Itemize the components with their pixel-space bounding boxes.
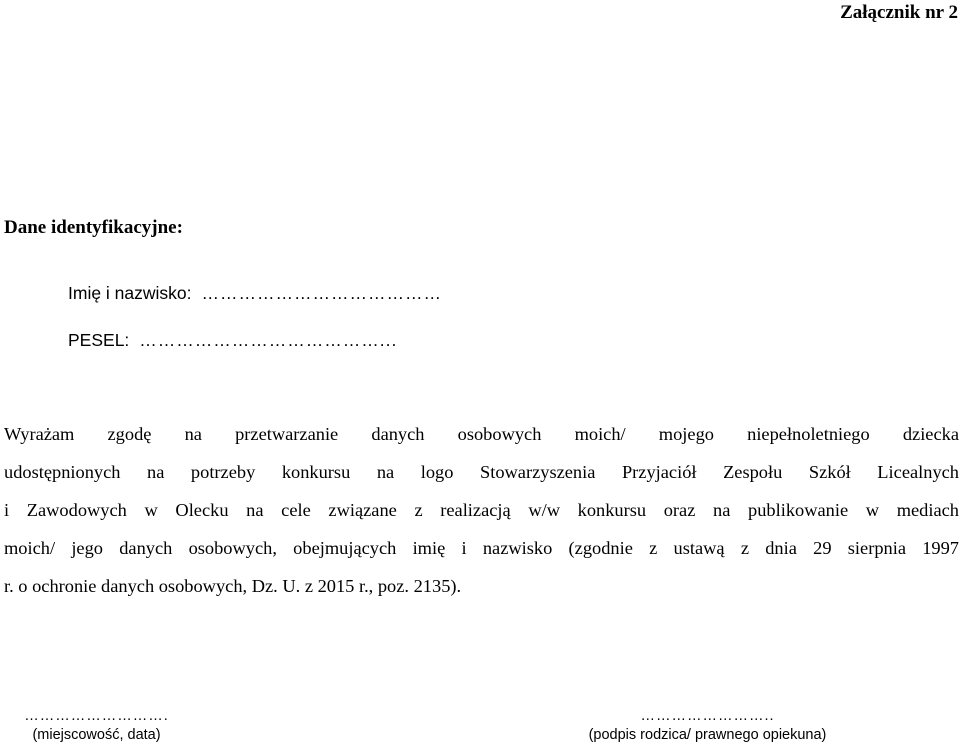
- pesel-label: PESEL:: [68, 330, 130, 350]
- place-date-blank: ……………………….: [24, 708, 169, 724]
- section-title: Dane identyfikacyjne:: [4, 217, 183, 238]
- consent-line: udostępnionych na potrzeby konkursu na logo Stowarzyszenia Przyjaciół Zespołu Szkół Licealnych: [4, 462, 959, 482]
- parent-signature: [565, 707, 850, 743]
- consent-line: i Zawodowych w Olecku na cele związane z realizacją w/w konkursu oraz na publikowanie w mediach: [4, 500, 959, 520]
- parent-signature-blank: ……………………..: [640, 708, 775, 724]
- name-blank: …………………………………: [201, 283, 443, 303]
- place-date-label: (miejscowość, data): [32, 727, 161, 743]
- parent-signature-label: (podpis rodzica/ prawnego opiekuna): [588, 727, 827, 743]
- consent-line: Wyrażam zgodę na przetwarzanie danych osobowych moich/ mojego niepełnoletniego dziecka: [4, 424, 959, 444]
- pesel-blank: …………………………………...: [139, 330, 398, 350]
- attachment-number: Załącznik nr 2: [840, 2, 958, 23]
- consent-line: moich/ jego danych osobowych, obejmujących imię i nazwisko (zgodnie z ustawą z dnia 29 sierpnia 1997: [4, 538, 959, 558]
- place-date-signature: [14, 707, 179, 743]
- name-field: [68, 283, 442, 304]
- name-label: Imię i nazwisko:: [68, 283, 192, 303]
- consent-line: r. o ochronie danych osobowych, Dz. U. z 2015 r., poz. 2135).: [4, 576, 462, 596]
- consent-paragraph: [4, 415, 959, 605]
- pesel-field: [68, 330, 397, 351]
